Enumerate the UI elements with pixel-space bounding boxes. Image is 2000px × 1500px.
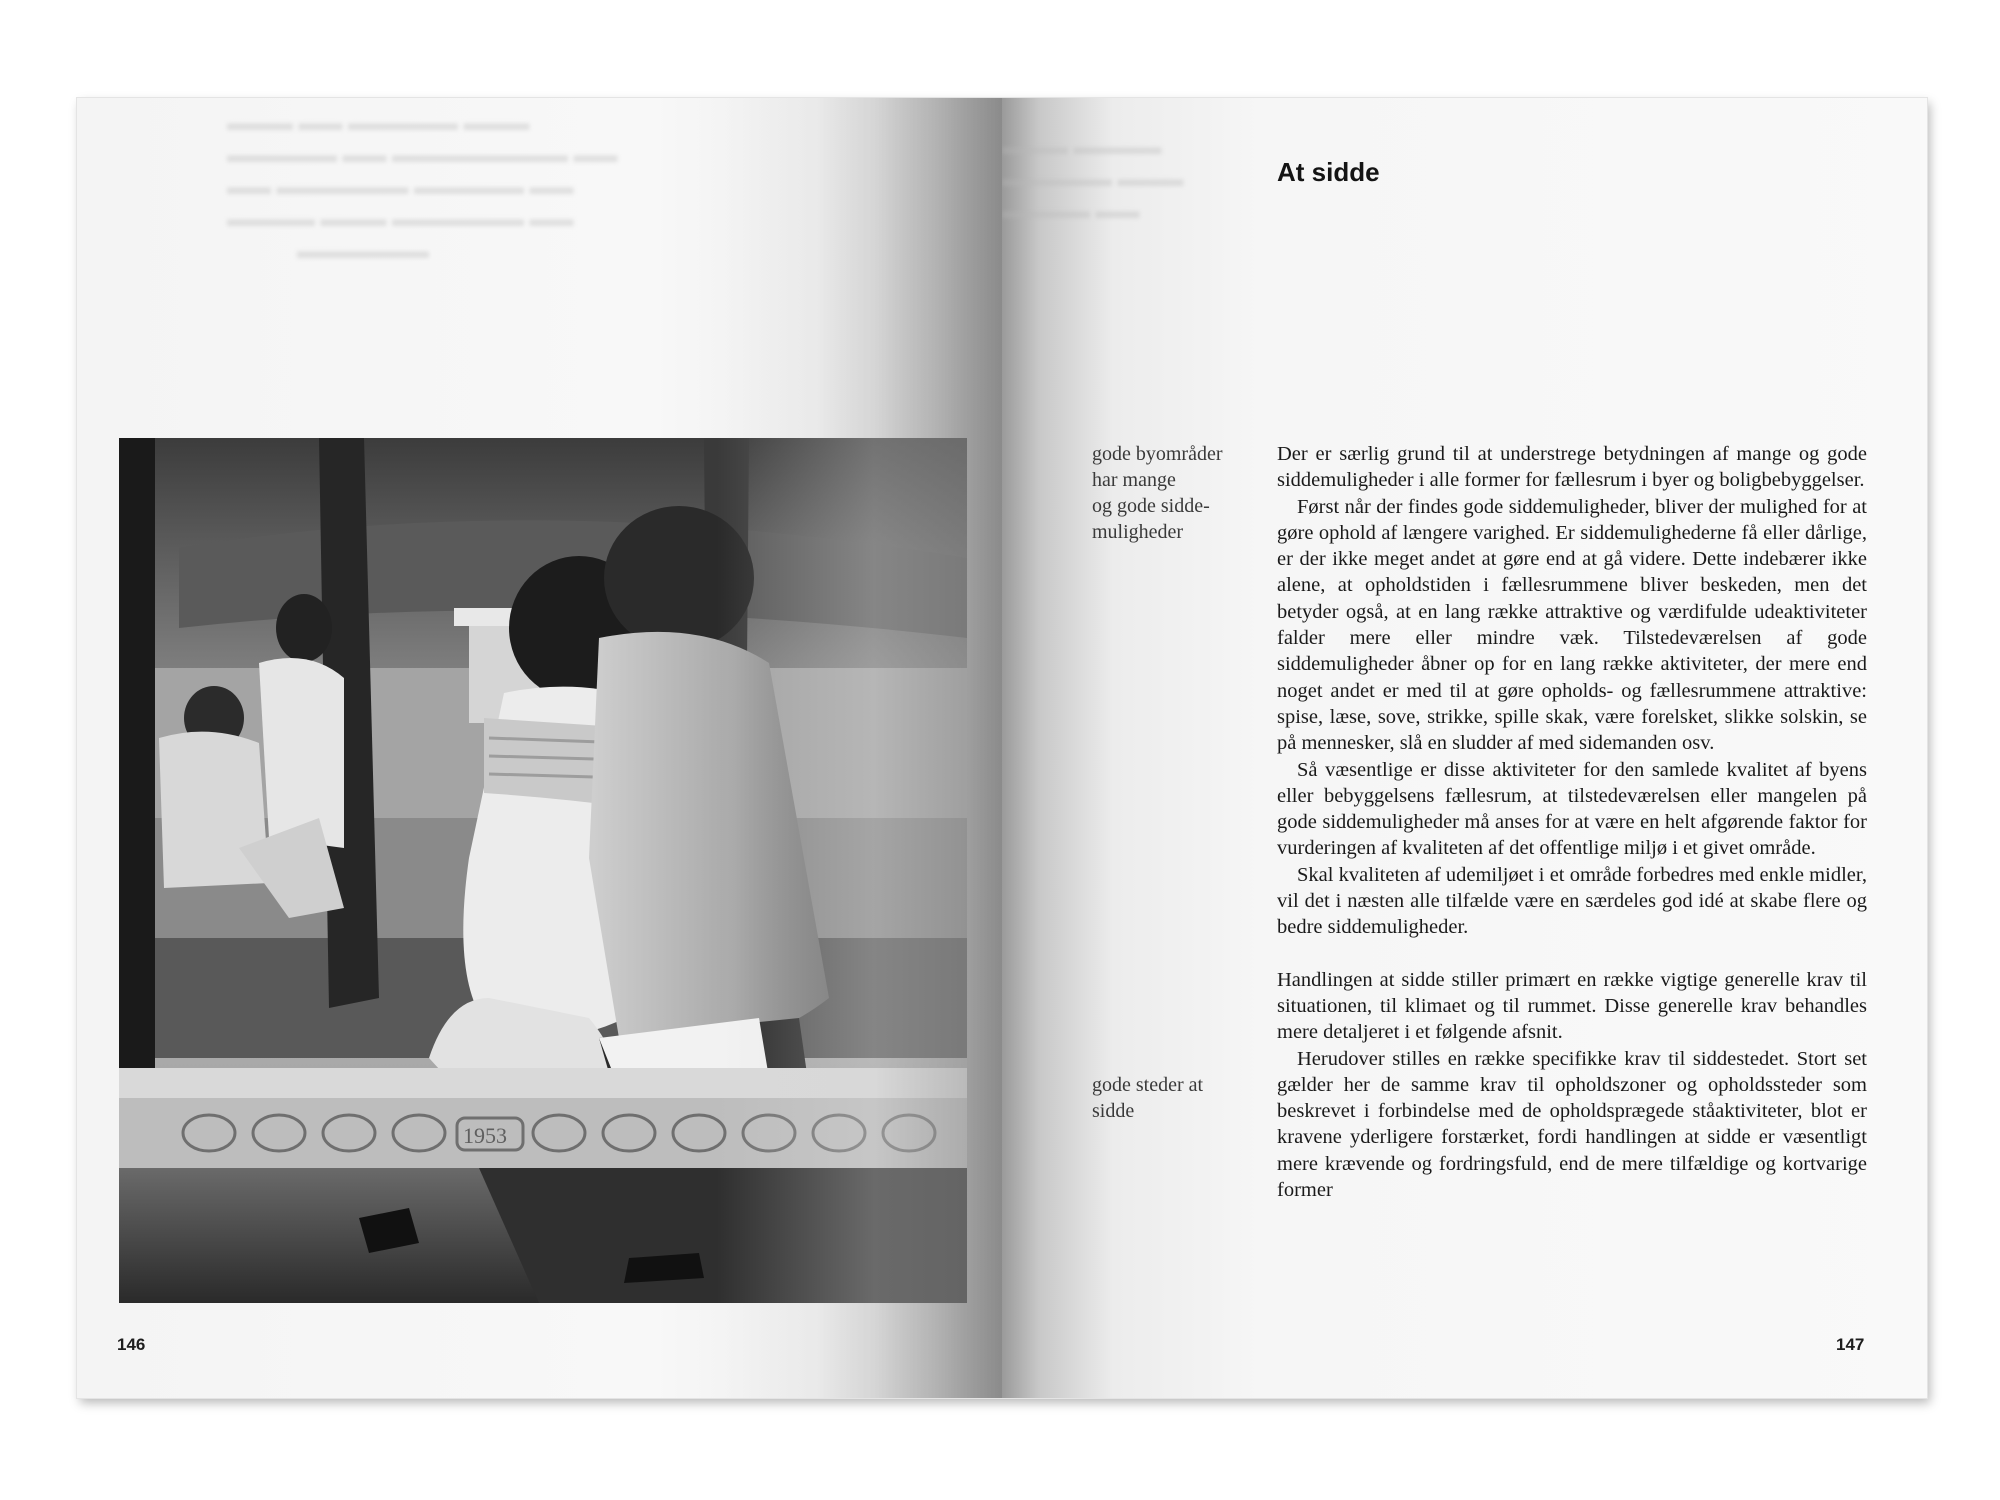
show-through-text: ▬▬▬▬ ▬▬▬ ▬▬▬▬▬▬ ▬▬	[227, 206, 574, 231]
margin-note-line: har mange	[1092, 469, 1176, 491]
page-title: At sidde	[1277, 157, 1380, 188]
margin-note-line: gode byområder	[1092, 443, 1223, 465]
paragraph: Herudover stilles en række specifikke krav til siddestedet. Stort set gælder her de samme krav til opholdszoner og opholdssteder som beskrevet i forbindelse med de opholdsprægede ståaktiviteter, blot er kravene yderligere forstærket, fordi handlingen at sidde er væsentligt mere krævende og fordringsfuld, end de mere tilfældige og kortvarige former	[1277, 1047, 1867, 1202]
margin-note-line: og gode sidde-	[1092, 495, 1210, 517]
margin-note-line: sidde	[1092, 1100, 1135, 1122]
show-through-text: ▬▬ ▬▬▬▬▬▬ ▬▬▬▬▬ ▬▬	[227, 174, 574, 199]
margin-note-line: muligheder	[1092, 521, 1184, 543]
show-through-text: ▬▬▬ ▬▬▬▬	[1002, 134, 1162, 159]
page-number-left: 146	[117, 1335, 146, 1354]
left-page	[77, 98, 1002, 1398]
bench-inscription: 1953	[463, 1123, 507, 1148]
show-through-text: ▬▬▬▬▬▬	[297, 238, 429, 263]
page-number-right: 147	[1836, 1335, 1865, 1354]
paragraph: Handlingen at sidde stiller primært en række vigtige generelle krav til situationen, til klimaet og til rummet. Disse generelle krav behandles mere detaljeret i et følgende afsnit.	[1277, 968, 1867, 1044]
paragraph: Der er særlig grund til at understrege betydningen af mange og gode siddemuligheder i alle former for fællesrum i byer og boligbebyggelser.	[1277, 443, 1867, 492]
show-through-text: ▬▬▬▬▬ ▬▬ ▬▬▬▬▬▬▬▬ ▬▬	[227, 142, 618, 167]
show-through-text: ▬▬▬ ▬▬ ▬▬▬▬▬ ▬▬▬	[227, 110, 530, 135]
body-text	[1277, 441, 1867, 1203]
show-through-text: ▬▬▬▬▬ ▬▬▬	[1002, 166, 1184, 191]
couple-on-bench-photo	[119, 438, 967, 1303]
book-spread	[77, 98, 1927, 1398]
margin-note-gode-steder	[1092, 1072, 1292, 1124]
show-through-text: ▬▬▬▬ ▬▬	[1002, 198, 1140, 223]
paragraph: Skal kvaliteten af udemiljøet i et område forbedres med enkle midler, vil det i næsten alle tilfælde være en særdeles god idé at skabe flere og bedre siddemuligheder.	[1277, 863, 1867, 939]
margin-note-line: gode steder at	[1092, 1074, 1204, 1096]
right-page	[1002, 98, 1927, 1398]
paragraph: Så væsentlige er disse aktiviteter for den samlede kvalitet af byens eller bebyggelsens fællesrum, at tilstedeværelsen eller mangelen på gode siddemuligheder må anses for at være en helt afgørende faktor for vurderingen af kvaliteten af det offentlige miljø i et givet område.	[1277, 758, 1867, 860]
margin-note-byomrader	[1092, 441, 1292, 545]
paragraph: Først når der findes gode siddemuligheder, bliver der mulighed for at gøre ophold af længere varighed. Er siddemulighederne få eller dårlige, er der ikke meget andet at gøre end at gå videre. Dette indebærer ikke alene, at opholdstiden i fællesrummene bliver beskeden, men det betyder også, at en lang række attraktive og værdifulde udeaktiviteter falder mere eller mindre væk. Tilstedeværelsen af gode siddemuligheder åbner op for en lang række aktiviteter, der mere end noget andet er med til at gøre opholds- og fællesrummene attraktive: spise, læse, sove, strikke, spille skak, være forelsket, slikke solskin, se på mennesker, slå en sludder af med sidemanden osv.	[1277, 495, 1867, 755]
